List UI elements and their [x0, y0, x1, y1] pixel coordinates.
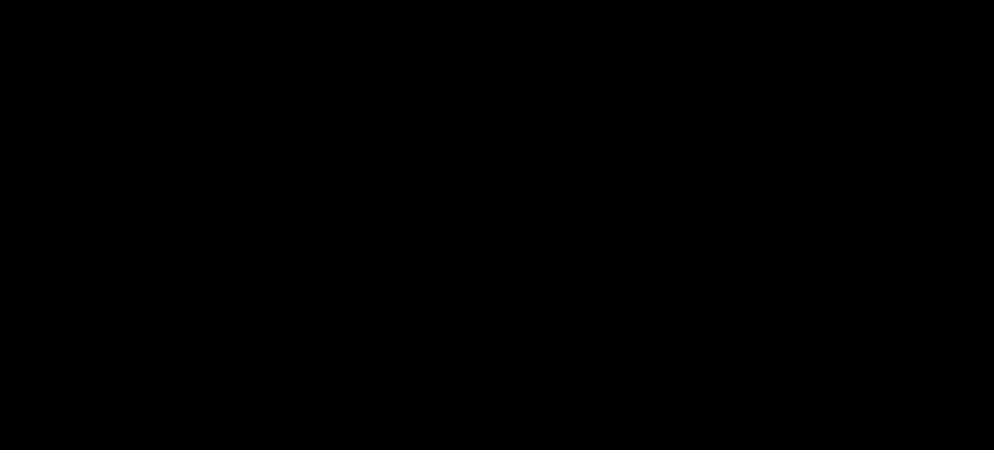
- bottom-scrollbar-strip: [0, 450, 994, 454]
